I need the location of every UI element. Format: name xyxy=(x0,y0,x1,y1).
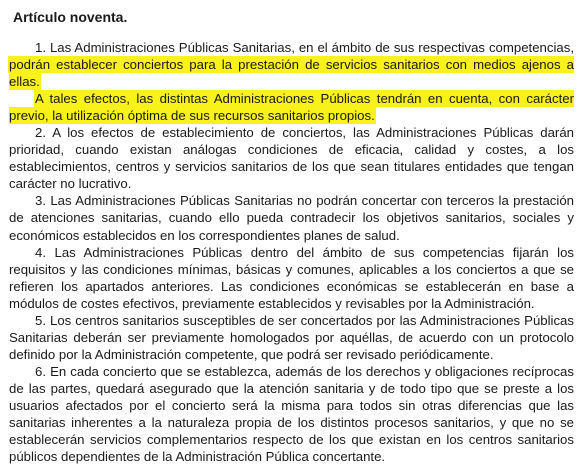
paragraph-5-text: 5. Los centros sanitarios susceptibles de ser concertados por las Administraciones Públicas Sanitarias deberán ser previamente homologados por aquéllas, de acuerdo con un protocolo definido por la Administración competente, que podrá ser revisado periódicamente. xyxy=(9,312,574,362)
paragraph-1b xyxy=(9,90,574,124)
paragraph-1b-highlight: A tales efectos, las distintas Administraciones Públicas tendrán en cuenta, con carácter previo, la utilización óptima de sus recursos sanitarios propios. xyxy=(9,91,574,124)
paragraph-4 xyxy=(9,244,574,312)
paragraph-1-highlight: podrán establecer conciertos para la prestación de servicios sanitarios con medios ajenos a ellas. xyxy=(9,57,574,90)
paragraph-2 xyxy=(9,124,574,192)
paragraph-1-text: 1. Las Administraciones Públicas Sanitarias, en el ámbito de sus respectivas competencias, xyxy=(35,40,574,55)
paragraph-4-text: 4. Las Administraciones Públicas dentro del ámbito de sus competencias fijarán los requisitos y las condiciones mínimas, básicas y comunes, aplicables a los conciertos a que se refieren los apartados anteriores. Las condiciones económicas se establecerán en base a módulos de costes efectivos, previamente establecidos y revisables por la Administración. xyxy=(9,244,574,311)
paragraph-6 xyxy=(9,363,574,465)
paragraph-2-text: 2. A los efectos de establecimiento de conciertos, las Administraciones Públicas darán prioridad, cuando existan análogas condiciones de eficacia, calidad y costes, a los establecimientos, centros y servicios sanitarios de los que sean titulares entidades que tengan carácter no lucrativo. xyxy=(9,125,574,192)
paragraph-1 xyxy=(9,39,574,90)
paragraph-3-text: 3. Las Administraciones Públicas Sanitarias no podrán concertar con terceros la prestación de atenciones sanitarias, cuando ello pueda contradecir los objetivos sanitarios, sociales y económicos establecidos en los correspondientes planes de salud. xyxy=(9,193,574,243)
paragraph-3 xyxy=(9,192,574,243)
article-title: Artículo noventa. xyxy=(13,9,128,25)
paragraph-6-text: 6. En cada concierto que se establezca, además de los derechos y obligaciones recíprocas de las partes, quedará asegurado que la atención sanitaria y de todo tipo que se preste a los usuarios afectados por el concierto será la misma para todos sin otras diferencias que las sanitarias inherentes a la naturaleza propia de los distintos procesos sanitarios, y que no se establecerán servicios complementarios respecto de los que existan en los centros sanitarios públicos dependientes de la Administración Pública concertante. xyxy=(9,363,574,465)
paragraph-5 xyxy=(9,312,574,363)
